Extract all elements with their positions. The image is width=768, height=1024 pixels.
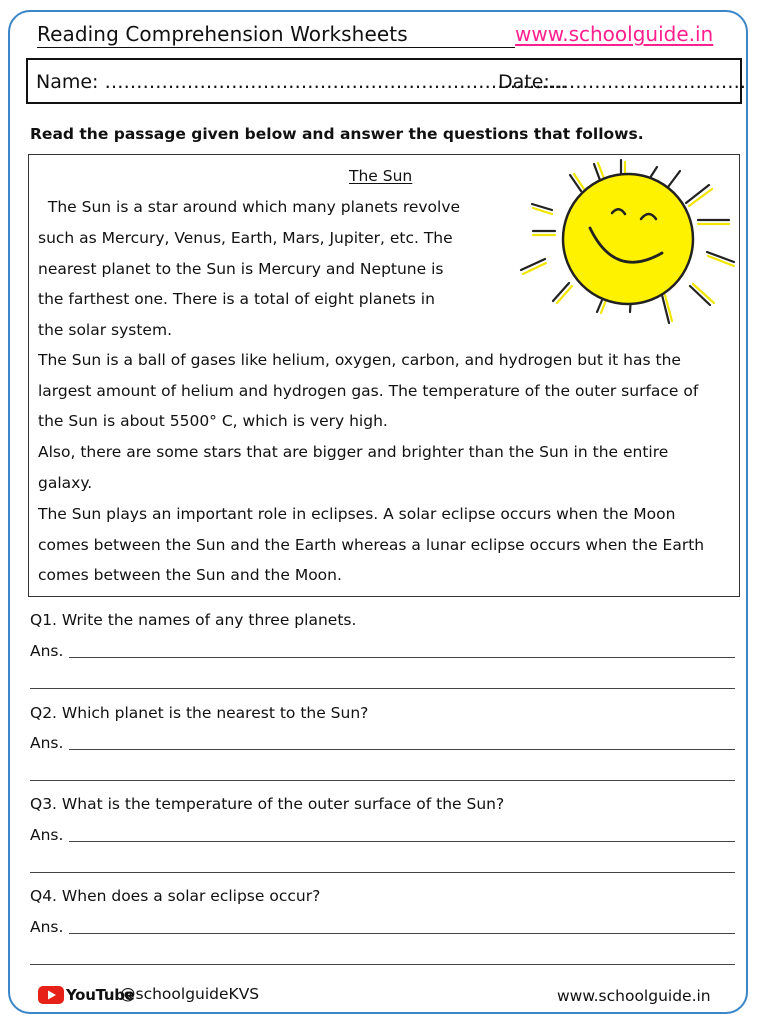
header-site-link[interactable]: www.schoolguide.in — [515, 22, 714, 46]
smiling-sun-icon — [515, 155, 741, 335]
name-field[interactable]: Name: ………………………………………………………………. — [36, 71, 567, 93]
answer-line-4b[interactable] — [30, 964, 735, 965]
passage-line: Also, there are some stars that are bigger and brighter than the Sun in the entire — [38, 443, 669, 461]
question-3: Q3. What is the temperature of the outer surface of the Sun? — [30, 795, 505, 813]
passage-line: the farthest one. There is a total of eight planets in — [38, 290, 435, 308]
answer-line-3a[interactable] — [69, 841, 735, 842]
answer-label-4: Ans. — [30, 918, 64, 936]
date-field[interactable]: Date:…………………………. — [498, 71, 746, 93]
passage-line: the Sun is about 5500° C, which is very high. — [38, 412, 388, 430]
answer-line-4a[interactable] — [69, 933, 735, 934]
question-1: Q1. Write the names of any three planets. — [30, 611, 357, 629]
header-underline — [37, 47, 515, 48]
footer-site-link[interactable]: www.schoolguide.in — [557, 987, 711, 1005]
answer-line-2a[interactable] — [69, 749, 735, 750]
passage-line: largest amount of helium and hydrogen gas. The temperature of the outer surface of — [38, 382, 699, 400]
answer-label-3: Ans. — [30, 826, 64, 844]
answer-label-2: Ans. — [30, 734, 64, 752]
youtube-play-icon[interactable] — [38, 986, 64, 1004]
youtube-handle[interactable]: @schoolguideKVS — [120, 985, 260, 1003]
passage-line: comes between the Sun and the Earth whereas a lunar eclipse occurs when the Earth — [38, 536, 705, 554]
question-2: Q2. Which planet is the nearest to the Sun? — [30, 704, 369, 722]
question-4: Q4. When does a solar eclipse occur? — [30, 887, 321, 905]
answer-line-1a[interactable] — [69, 657, 735, 658]
worksheet-title: Reading Comprehension Worksheets — [37, 22, 408, 46]
answer-label-1: Ans. — [30, 642, 64, 660]
passage-line: galaxy. — [38, 474, 93, 492]
passage-line: The Sun is a ball of gases like helium, oxygen, carbon, and hydrogen but it has the — [38, 351, 681, 369]
youtube-label[interactable]: YouTube — [66, 986, 135, 1004]
answer-line-3b[interactable] — [30, 872, 735, 873]
answer-line-2b[interactable] — [30, 780, 735, 781]
answer-line-1b[interactable] — [30, 688, 735, 689]
passage-line: nearest planet to the Sun is Mercury and Neptune is — [38, 260, 444, 278]
passage-line: The Sun is a star around which many planets revolve — [38, 198, 461, 216]
passage-line: such as Mercury, Venus, Earth, Mars, Jupiter, etc. The — [38, 229, 453, 247]
instruction-text: Read the passage given below and answer the questions that follows. — [30, 125, 644, 143]
passage-line: comes between the Sun and the Moon. — [38, 566, 342, 584]
passage-line: The Sun plays an important role in eclipses. A solar eclipse occurs when the Moon — [38, 505, 676, 523]
passage-title: The Sun — [349, 167, 413, 185]
passage-line: the solar system. — [38, 321, 172, 339]
